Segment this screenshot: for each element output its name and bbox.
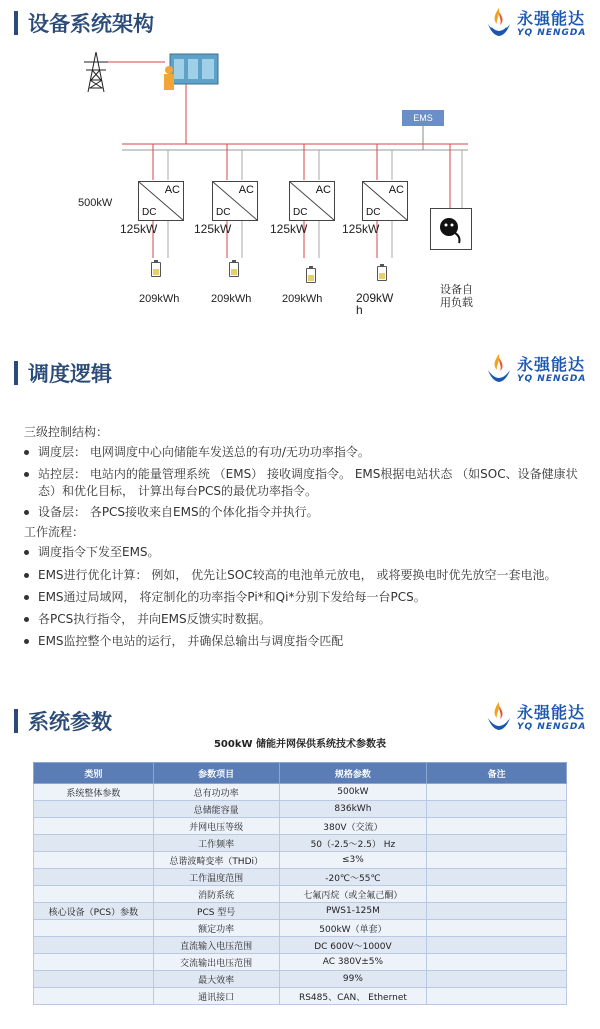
table-row bbox=[34, 886, 567, 903]
table-cell-category: 系统整体参数 bbox=[34, 784, 154, 801]
table-row bbox=[34, 852, 567, 869]
list-item: EMS通过局域网， 将定制化的功率指令Pi*和Qi*分别下发给每一台PCS。 bbox=[24, 589, 584, 606]
table-cell-category: 核心设备（PCS）参数 bbox=[34, 903, 154, 920]
table-cell-note bbox=[427, 954, 567, 971]
column-header: 备注 bbox=[427, 763, 567, 784]
table-cell-note bbox=[427, 801, 567, 818]
logo-en-text: YQ NENGDA bbox=[517, 721, 587, 732]
table-cell-spec: 99% bbox=[279, 971, 427, 988]
table-cell-note bbox=[427, 818, 567, 835]
table-row bbox=[34, 835, 567, 852]
column-header: 参数项目 bbox=[153, 763, 279, 784]
parameter-table bbox=[33, 762, 567, 1005]
table-cell-spec: ≤3% bbox=[279, 852, 427, 869]
section-title-architecture bbox=[14, 8, 154, 38]
table-cell-note bbox=[427, 971, 567, 988]
torch-emblem-icon bbox=[484, 700, 514, 736]
flow-title: 工作流程： bbox=[24, 525, 85, 539]
table-cell-spec: 836kWh bbox=[279, 801, 427, 818]
battery-capacity-label: 209kWh bbox=[211, 293, 252, 305]
table-cell-note bbox=[427, 869, 567, 886]
table-cell-spec: 七氟丙烷（或全氟己酮） bbox=[279, 886, 427, 903]
pcs-ac-label: AC bbox=[238, 184, 254, 196]
column-header: 类别 bbox=[34, 763, 154, 784]
table-row bbox=[34, 801, 567, 818]
transmission-tower-icon bbox=[84, 52, 108, 92]
table-cell-category bbox=[34, 971, 154, 988]
pcs-dc-label: DC bbox=[366, 207, 381, 218]
table-row bbox=[34, 988, 567, 1005]
table-cell-spec: AC 380V±5% bbox=[279, 954, 427, 971]
load-socket bbox=[430, 208, 472, 250]
table-row bbox=[34, 784, 567, 801]
table-cell-category bbox=[34, 954, 154, 971]
list-item: 站控层： 电站内的能量管理系统 （EMS） 接收调度指令。 EMS根据电站状态 （如SOC、设备健康状态）和优化目标， 计算出每台PCS的最优功率指令。 bbox=[24, 466, 584, 500]
company-logo bbox=[484, 4, 592, 44]
storage-station-icon bbox=[164, 54, 218, 90]
table-header-row bbox=[34, 763, 567, 784]
table-row bbox=[34, 920, 567, 937]
table-cell-spec: 500kW（单套） bbox=[279, 920, 427, 937]
list-item: 设备层： 各PCS接收来自EMS的个体化指令并执行。 bbox=[24, 504, 584, 521]
battery-icon bbox=[377, 266, 387, 281]
table-cell-item: 总谐波畸变率（THDi） bbox=[153, 852, 279, 869]
total-power-label: 500kW bbox=[78, 197, 113, 209]
table-cell-item: 工作温度范围 bbox=[153, 869, 279, 886]
company-logo bbox=[484, 698, 592, 738]
title-bar bbox=[14, 361, 18, 385]
table-cell-item: 总储能容量 bbox=[153, 801, 279, 818]
column-header: 规格参数 bbox=[279, 763, 427, 784]
table-cell-category bbox=[34, 886, 154, 903]
battery-capacity-label: 209kW h bbox=[356, 291, 394, 317]
table-cell-item: 并网电压等级 bbox=[153, 818, 279, 835]
logo-cn-text: 永强能达 bbox=[517, 702, 586, 722]
table-cell-spec: -20℃～55℃ bbox=[279, 869, 427, 886]
pcs-power-label: 125kW bbox=[120, 222, 158, 236]
table-cell-item: 额定功率 bbox=[153, 920, 279, 937]
pcs-dc-label: DC bbox=[216, 207, 231, 218]
table-cell-item: 总有功功率 bbox=[153, 784, 279, 801]
company-logo bbox=[484, 350, 592, 390]
logo-en-text: YQ NENGDA bbox=[517, 27, 587, 38]
section-title-text: 设备系统架构 bbox=[28, 12, 154, 36]
table-cell-note bbox=[427, 886, 567, 903]
pcs-unit-2 bbox=[212, 181, 258, 221]
pcs-power-label: 125kW bbox=[270, 222, 308, 236]
pcs-unit-3 bbox=[289, 181, 335, 221]
list-item: 调度指令下发至EMS。 bbox=[24, 544, 584, 561]
pcs-ac-label: AC bbox=[164, 184, 180, 196]
logo-cn-text: 永强能达 bbox=[517, 8, 586, 28]
table-cell-category bbox=[34, 988, 154, 1005]
section-title-dispatch bbox=[14, 358, 112, 388]
table-row bbox=[34, 937, 567, 954]
list-item: 各PCS执行指令， 并向EMS反馈实时数据。 bbox=[24, 611, 584, 628]
table-cell-note bbox=[427, 937, 567, 954]
title-bar bbox=[14, 709, 18, 733]
battery-icon bbox=[229, 262, 239, 277]
load-label: 设备自 用负载 bbox=[440, 284, 473, 309]
table-row bbox=[34, 954, 567, 971]
table-cell-category bbox=[34, 835, 154, 852]
table-cell-note bbox=[427, 852, 567, 869]
table-row bbox=[34, 818, 567, 835]
table-cell-category bbox=[34, 852, 154, 869]
table-cell-note bbox=[427, 988, 567, 1005]
table-cell-category bbox=[34, 869, 154, 886]
table-cell-item: 通讯接口 bbox=[153, 988, 279, 1005]
table-row bbox=[34, 971, 567, 988]
table-cell-spec: DC 600V～1000V bbox=[279, 937, 427, 954]
table-cell-note bbox=[427, 835, 567, 852]
table-cell-item: 消防系统 bbox=[153, 886, 279, 903]
pcs-power-label: 125kW bbox=[194, 222, 232, 236]
table-cell-item: 工作频率 bbox=[153, 835, 279, 852]
battery-capacity-label: 209kWh bbox=[139, 293, 180, 305]
table-cell-spec: PWS1-125M bbox=[279, 903, 427, 920]
battery-icon bbox=[151, 262, 161, 277]
table-cell-spec: 380V（交流） bbox=[279, 818, 427, 835]
table-cell-item: 直流输入电压范围 bbox=[153, 937, 279, 954]
table-cell-note bbox=[427, 920, 567, 937]
table-cell-spec: RS485、CAN、 Ethernet bbox=[279, 988, 427, 1005]
table-cell-note bbox=[427, 903, 567, 920]
battery-icon bbox=[306, 268, 316, 283]
pcs-power-label: 125kW bbox=[342, 222, 380, 236]
table-cell-category bbox=[34, 937, 154, 954]
logo-cn-text: 永强能达 bbox=[517, 354, 586, 374]
ems-box: EMS bbox=[402, 110, 444, 126]
section-title-text: 调度逻辑 bbox=[28, 362, 112, 386]
table-cell-spec: 500kW bbox=[279, 784, 427, 801]
table-row bbox=[34, 869, 567, 886]
title-bar bbox=[14, 11, 18, 35]
pcs-ac-label: AC bbox=[315, 184, 331, 196]
table-row bbox=[34, 903, 567, 920]
section-title-text: 系统参数 bbox=[28, 710, 112, 734]
pcs-dc-label: DC bbox=[293, 207, 308, 218]
logo-en-text: YQ NENGDA bbox=[517, 373, 587, 384]
list-item: EMS进行优化计算： 例如， 优先让SOC较高的电池单元放电， 或将要换电时优先放空一套电池。 bbox=[24, 567, 584, 584]
table-cell-category bbox=[34, 920, 154, 937]
list-item: EMS监控整个电站的运行， 并确保总输出与调度指令匹配 bbox=[24, 633, 584, 650]
section-title-params bbox=[14, 706, 112, 736]
table-cell-spec: 50（-2.5～2.5） Hz bbox=[279, 835, 427, 852]
table-cell-note bbox=[427, 784, 567, 801]
pcs-unit-1 bbox=[138, 181, 184, 221]
list-item: 调度层： 电网调度中心向储能车发送总的有功/无功功率指令。 bbox=[24, 444, 584, 461]
dispatch-intro: 三级控制结构： bbox=[24, 425, 109, 439]
table-cell-category bbox=[34, 801, 154, 818]
pcs-dc-label: DC bbox=[142, 207, 157, 218]
table-cell-category bbox=[34, 818, 154, 835]
plug-icon bbox=[431, 209, 471, 249]
pcs-ac-label: AC bbox=[388, 184, 404, 196]
table-title: 500kW 储能并网保供系统技术参数表 bbox=[213, 739, 387, 750]
table-cell-item: 交流输出电压范围 bbox=[153, 954, 279, 971]
pcs-unit-4 bbox=[362, 181, 408, 221]
battery-capacity-label: 209kWh bbox=[282, 293, 323, 305]
table-cell-item: 最大效率 bbox=[153, 971, 279, 988]
torch-emblem-icon bbox=[484, 352, 514, 388]
table-cell-item: PCS 型号 bbox=[153, 903, 279, 920]
torch-emblem-icon bbox=[484, 6, 514, 42]
